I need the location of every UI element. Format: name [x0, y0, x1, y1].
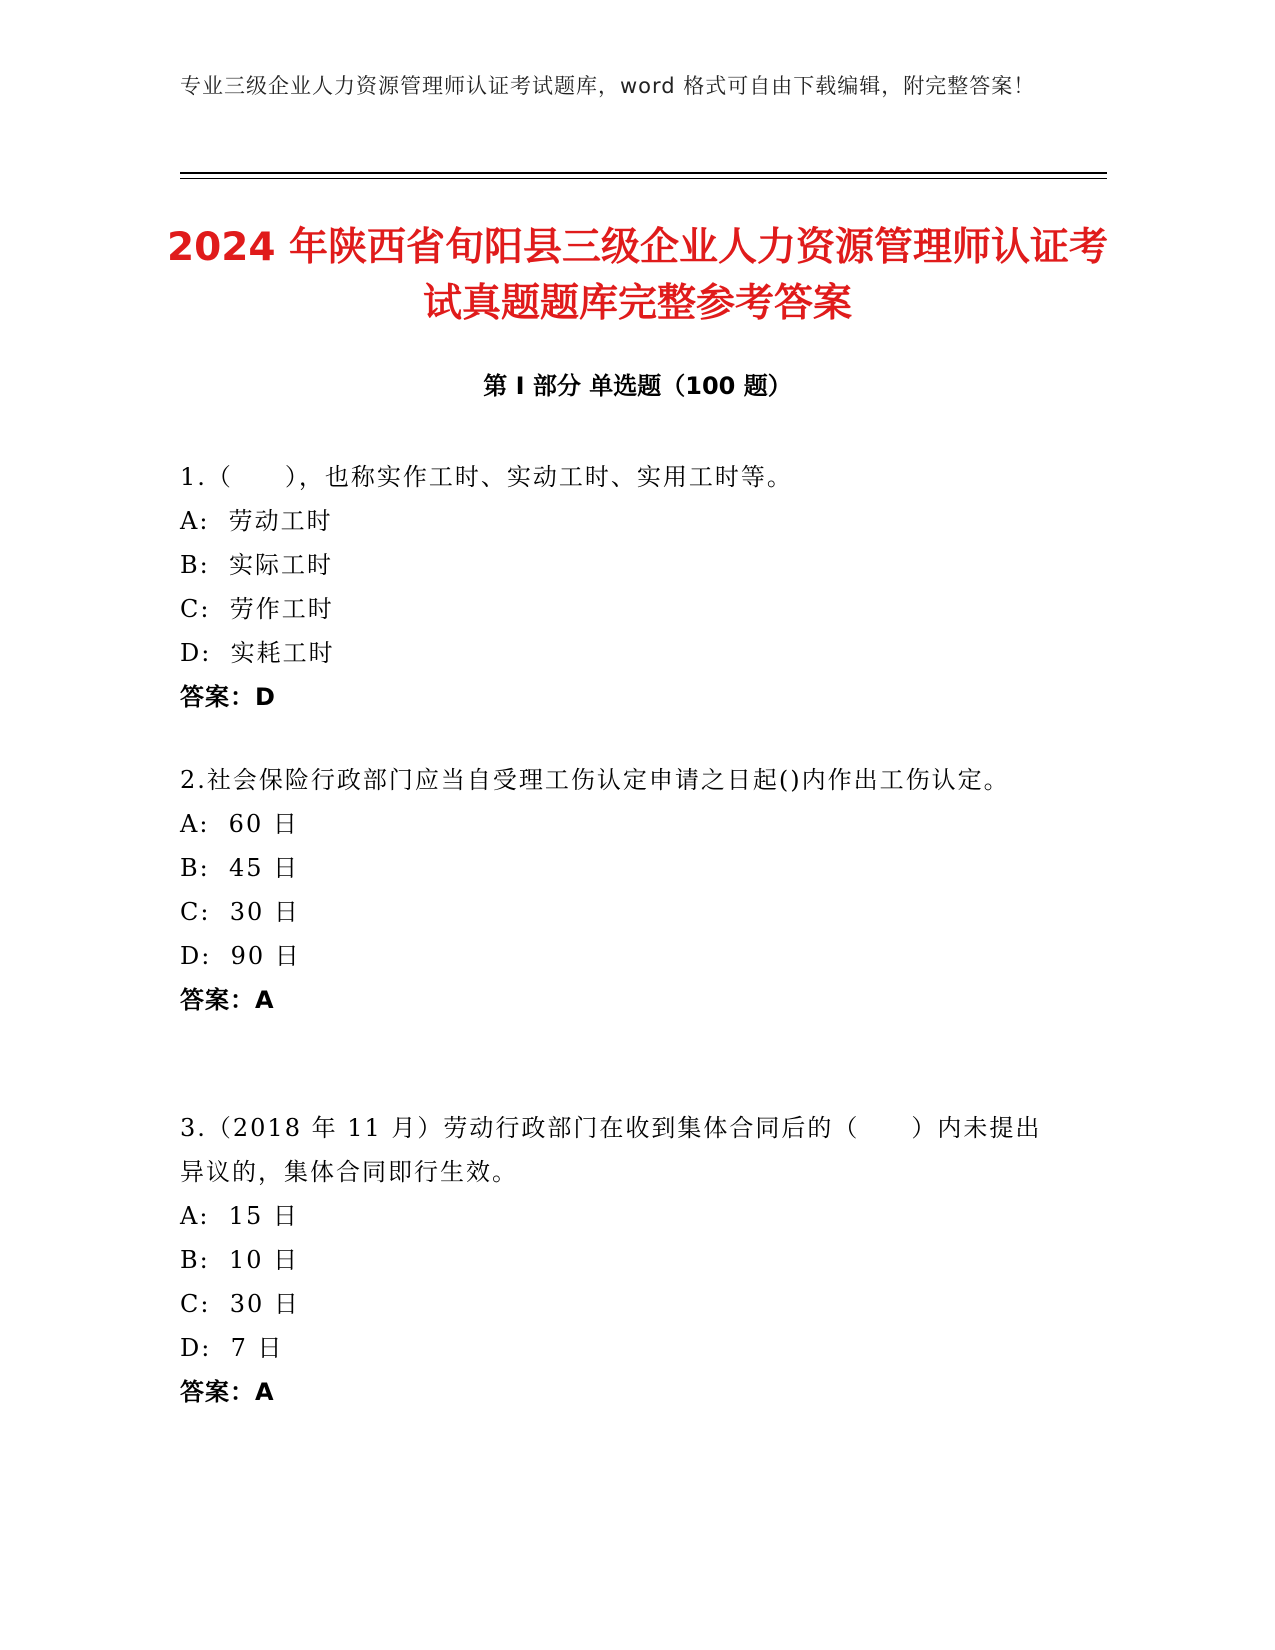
option-b: B: 实际工时 — [180, 551, 333, 579]
option-a: A: 60 日 — [180, 810, 299, 838]
option-b: B: 10 日 — [180, 1246, 300, 1274]
option-b: B: 45 日 — [180, 854, 300, 882]
header-rule-thin — [180, 178, 1107, 179]
answer-label: 答案：A — [180, 986, 275, 1014]
question-2 — [180, 758, 1060, 1022]
section-heading: 第 I 部分 单选题（100 题） — [483, 372, 792, 400]
question-1 — [180, 455, 1060, 719]
question-stem: 2.社会保险行政部门应当自受理工伤认定申请之日起()内作出工伤认定。 — [180, 766, 1010, 794]
question-3 — [180, 1106, 1060, 1414]
option-c: C: 30 日 — [180, 898, 300, 926]
header-note: 专业三级企业人力资源管理师认证考试题库，word 格式可自由下载编辑，附完整答案！ — [180, 74, 1036, 98]
question-stem: 3.（2018 年 11 月）劳动行政部门在收到集体合同后的（ ）内未提出异议的，集体合同即行生效。 — [180, 1114, 1042, 1186]
option-c: C: 30 日 — [180, 1290, 300, 1318]
header-rule-thick — [180, 172, 1107, 174]
answer-label: 答案：D — [180, 683, 276, 711]
option-a: A: 劳动工时 — [180, 507, 333, 535]
option-a: A: 15 日 — [180, 1202, 299, 1230]
document-title: 2024 年陕西省旬阳县三级企业人力资源管理师认证考试真题题库完整参考答案 — [166, 225, 1109, 326]
question-stem: 1.（ ），也称实作工时、实动工时、实用工时等。 — [180, 463, 793, 491]
answer-label: 答案：A — [180, 1378, 275, 1406]
option-d: D: 实耗工时 — [180, 639, 335, 667]
option-c: C: 劳作工时 — [180, 595, 334, 623]
option-d: D: 7 日 — [180, 1334, 284, 1362]
option-d: D: 90 日 — [180, 942, 301, 970]
